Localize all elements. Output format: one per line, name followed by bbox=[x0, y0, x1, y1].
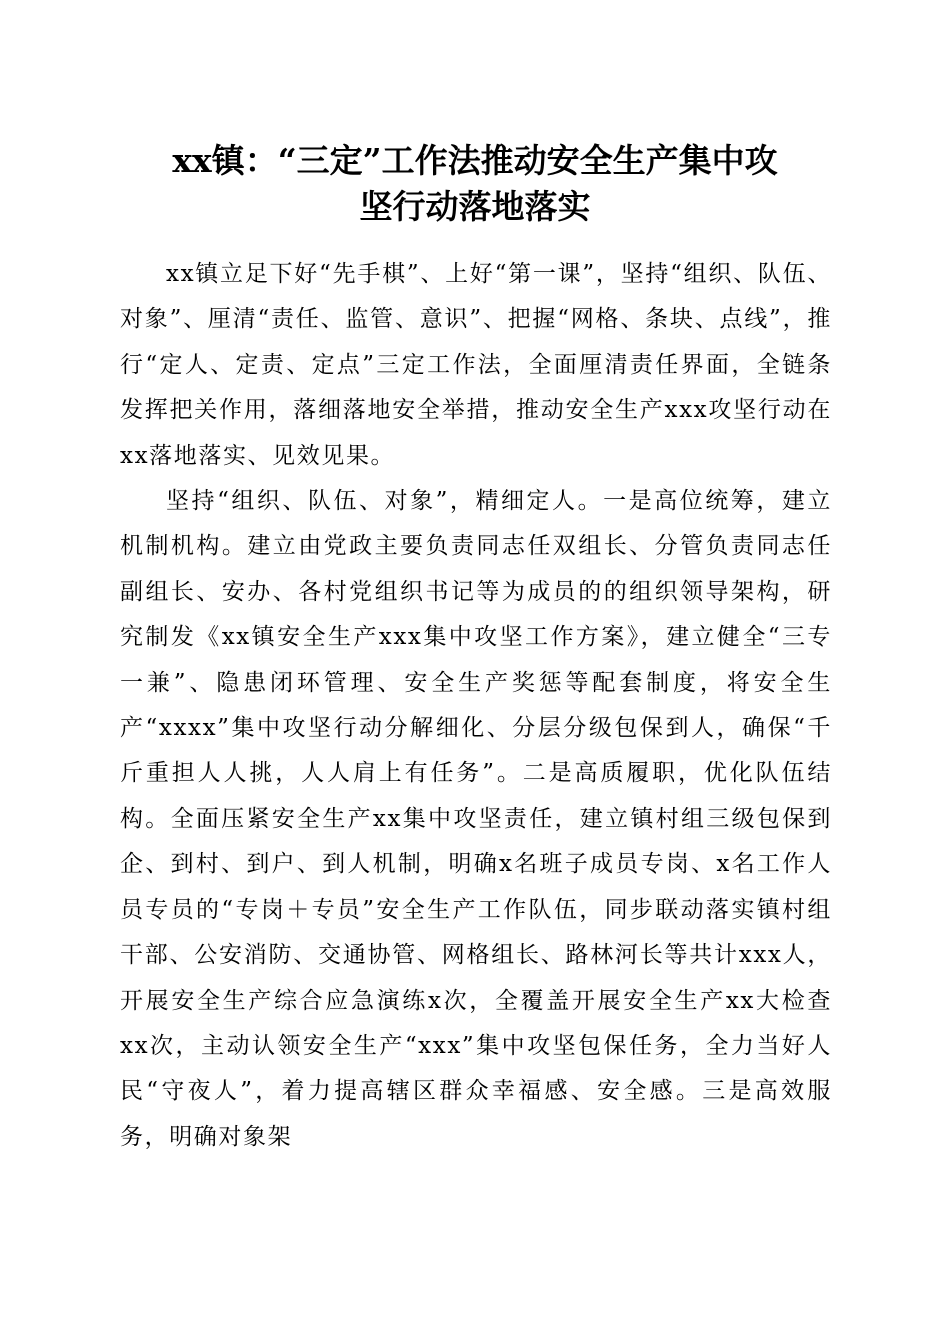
title-line-2: 坚行动落地落实 bbox=[359, 187, 591, 226]
paragraph-personnel: 坚持“组织、队伍、对象”，精细定人。一是高位统筹，建立机制机构。建立由党政主要负责同志任双组长、分管负责同志任副组长、安办、各村党组织书记等为成员的的组织领导架构，研究制发《xx镇安全生产xxx集中攻坚工作方案》，建立健全“三专一兼”、隐患闭环管理、安全生产奖惩等配套制度，将安全生产“xxxx”集中攻坚行动分解细化、分层分级包保到人，确保“千斤重担人人挑，人人肩上有任务”。二是高质履职，优化队伍结构。全面压紧安全生产xx集中攻坚责任，建立镇村组三级包保到企、到村、到户、到人机制，明确x名班子成员专岗、x名工作人员专员的“专岗＋专员”安全生产工作队伍，同步联动落实镇村组干部、公安消防、交通协管、网格组长、路林河长等共计xxx人，开展安全生产综合应急演练x次，全覆盖开展安全生产xx大检查xx次，主动认领安全生产“xxx”集中攻坚包保任务，全力当好人民“守夜人”，着力提高辖区群众幸福感、安全感。三是高效服务，明确对象架 bbox=[120, 488, 832, 1150]
document-body bbox=[120, 252, 832, 1160]
paragraph-intro: xx镇立足下好“先手棋”、上好“第一课”，坚持“组织、队伍、对象”、厘清“责任、监管、意识”、把握“网格、条块、点线”，推行“定人、定责、定点”三定工作法，全面厘清责任界面，全链条发挥把关作用，落细落地安全举措，推动安全生产xxx攻坚行动在xx落地落实、见效见果。 bbox=[120, 261, 832, 469]
document-title bbox=[100, 138, 850, 230]
title-line-1: xx镇：“三定”工作法推动安全生产集中攻 bbox=[172, 141, 778, 180]
